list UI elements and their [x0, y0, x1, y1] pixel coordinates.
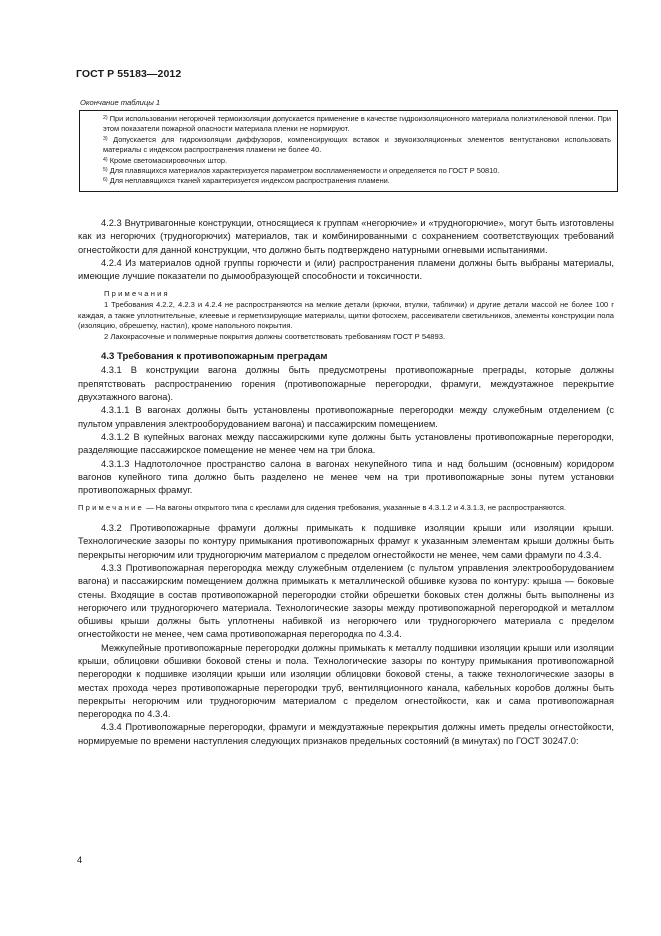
- note-text: — На вагоны открытого типа с креслами для сидения требования, указанные в 4.3.1.2 и 4.3.1.3, не распространяются.: [146, 503, 566, 513]
- note-label: Примечание: [78, 503, 144, 513]
- clause-4-3-3: 4.3.3 Противопожарная перегородка между служебным отделением (с пультом управления электрооборудованием вагона) и пассажирским помещением должна примыкать к металлической обшивке кузова по контуру: крыша — боковые стены. Входящие в состав противопожарной перегородки стойки обрешетки боковых стен должны быть выполнены из негорючего или трудногорючего материала. Технологические зазоры между противопожарной перегородкой и металлом обшивы крыши должны быть уплотнены набивкой из негорючего или трудногорючего материала с пределом огнестойкости не менее, чем сама противопожарная перегородка по 4.3.4.: [78, 562, 614, 640]
- clause-4-3-4: 4.3.4 Противопожарные перегородки, фрамуги и междуэтажные перекрытия должны иметь пределы огнестойкости, нормируемые по времени наступления следующих признаков предельных состояний (в минутах) по ГОСТ 30247.0:: [78, 722, 614, 746]
- table-footnotes: [79, 110, 618, 192]
- footnote-5: $^{5)}$ Для плавящихся материалов характеризуется параметром воспламеняемости и определяется по ГОСТ Р 50810.: [103, 166, 500, 176]
- clause-4-2-3: 4.2.3 Внутривагонные конструкции, относящиеся к группам «негорючие» и «трудногорючие», могут быть изготовлены как из негорючих (трудногорючих) материалов, так и комбинированными с сохранением соответствующих требований огнестойкости для данной конструкции, что должно быть подтверждено натурными огневыми испытаниями.: [78, 218, 614, 255]
- section-title-4-3: 4.3 Требования к противопожарным преградам: [101, 351, 328, 363]
- footnote-6: $^{6)}$ Для неплавящихся тканей характеризуется индексом распространения пламени.: [103, 176, 390, 186]
- footnote-2: $^{2)}$ При использовании негорючей термоизоляции допускается применение в качестве гидроизоляционного материала полиэтиленовой пленки. При этом показатели пожарной опасности материала пленки не нормируют.: [103, 114, 611, 134]
- note-1: 1 Требования 4.2.2, 4.2.3 и 4.2.4 не распространяются на мелкие детали (крючки, втулки, таблички) и другие детали массой не более 100 г каждая, а также уплотнительные, клеевые и герметизирующие материалы, щитки фотосхем, рассеиватели светильников, элементы конструкции пола (изоляцию, обрешетку, настил), кроме напольного покрытия.: [78, 300, 614, 331]
- footnote-3: $^{3)}$ Допускается для гидроизоляции диффузоров, компенсирующих вставок и звукоизоляционных элементов вентустановки использовать материалы с индексом распространения пламени не более 40.: [103, 134, 611, 155]
- notes-title: Примечания: [104, 289, 170, 299]
- clause-4-3-2: 4.3.2 Противопожарные фрамуги должны примыкать к подшивке изоляции крыши или изоляции крыши. Технологические зазоры по контуру примыкания противопожарных фрамуг к указанным элементам крыши должны быть перекрыты негорючим или трудногорючим материалом с пределом огнестойкости не менее, чем сами фрамуги по 4.3.4.: [78, 523, 614, 560]
- clause-4-2-4: 4.2.4 Из материалов одной группы горючести и (или) распространения пламени должны быть выбраны материалы, имеющие лучшие показатели по дымообразующей способности и токсичности.: [78, 257, 614, 282]
- footnote-4: $^{4)}$ Кроме светомаскировочных штор.: [103, 155, 228, 165]
- paragraph-intercompartment: Межкупейные противопожарные перегородки должны примыкать к металлу подшивки изоляции крыши или изоляции крыши, облицовки обшивки боковой стены и пола. Технологические зазоры по контуру примыкания противопожарной перегородки к подшивке изоляции крыши или изоляции облицовки боковой стены, а также технологические зазоры в местах прохода через противопожарные перегородки труб, вентиляционного канала, кабельных коробов должны быть перекрыты негорючим или трудногорючим материалом с пределом огнестойкости, как и сама противопожарная перегородка по 4.3.4.: [78, 642, 614, 720]
- page-number: 4: [77, 855, 83, 865]
- clause-4-3-1-1: 4.3.1.1 В вагонах должны быть установлены противопожарные перегородки между служебным отделением (с пультом управления электрооборудованием вагона) и пассажирским помещением.: [78, 405, 614, 429]
- clause-4-3-1: 4.3.1 В конструкции вагона должны быть предусмотрены противопожарные преграды, которые должны препятствовать распространению горения (противопожарные перегородки, фрамуги, междуэтажное перекрытие двухэтажного вагона).: [78, 365, 614, 403]
- document-header: ГОСТ Р 55183—2012: [76, 68, 182, 80]
- note-open-type: [78, 503, 614, 514]
- clause-4-3-1-3: 4.3.1.3 Надпотолочное пространство салона в вагонах некупейного типа и над большим (основным) коридором вагонов купейного типа должно быть разделено не менее чем на три противопожарные зоны путем установки противопожарных фрамуг.: [78, 458, 614, 496]
- main-text: [78, 217, 614, 748]
- note-2: 2 Лакокрасочные и полимерные покрытия должны соответствовать требованиям ГОСТ Р 54893.: [104, 331, 446, 341]
- notes-block: [78, 289, 614, 342]
- table-caption: Окончание таблицы 1: [80, 98, 161, 107]
- clause-4-3-1-2: 4.3.1.2 В купейных вагонах между пассажирскими купе должны быть установлены противопожарные перегородки, разделяющие пассажирское помещение не менее чем на три блока.: [78, 431, 614, 456]
